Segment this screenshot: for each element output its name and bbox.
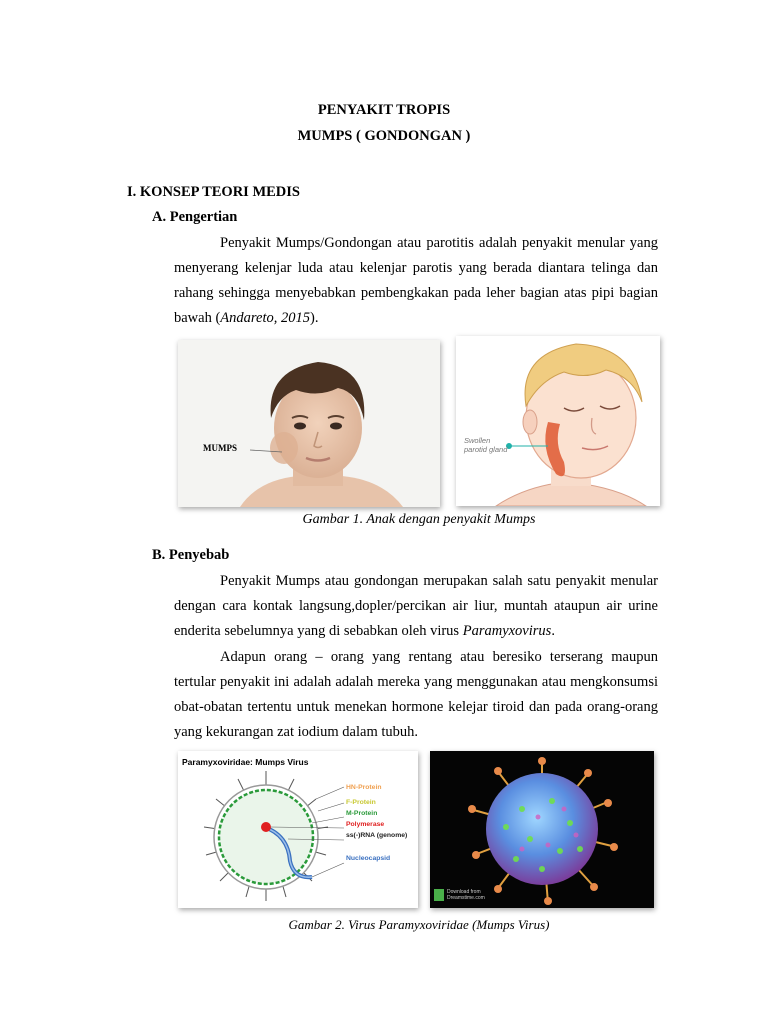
paragraph-penyebab-1-text: Penyakit Mumps atau gondongan merupakan salah satu penyakit menular dengan cara kontak langsung,dopler/percikan air liur, muntah ataupun air urine enderita sebelumnya yang di sebabkan oleh virus: [174, 573, 658, 639]
watermark-text: Download from Dreamstime.com: [447, 889, 485, 901]
figure-virus-diagram: [178, 751, 418, 908]
citation: Andareto, 2015: [220, 310, 310, 326]
parotid-illustration-image: [456, 336, 660, 506]
paragraph-pengertian-text: Penyakit Mumps/Gondongan atau parotitis adalah penyakit menular yang menyerang kelenjar luda atau kelenjar parotis yang berada diantara telinga dan rahang sehingga menyebabkan pembengkakan pada leher bagian atas pipi bagian bawah (: [174, 235, 658, 326]
figure-boy-mumps-photo: [178, 340, 440, 507]
figure-2-caption: Gambar 2. Virus Paramyxoviridae (Mumps Virus): [288, 917, 550, 932]
parotid-label-line2: parotid gland: [464, 445, 508, 454]
figure-1-caption: Gambar 1. Anak dengan penyakit Mumps: [302, 512, 536, 527]
section-heading-1: I. KONSEP TEORI MEDIS: [127, 184, 300, 200]
paragraph-penyebab-2: Adapun orang – orang yang rentang atau beresiko terserang maupun tertular penyakit ini adalah adalah mereka yang menggunakan atau mengkonsumsi obat-obatan tertentu untuk menekan hormone kelejar tiroid dan pada orang-orang yang kekurangan zat iodium dalam tubuh.: [174, 649, 658, 740]
doc-subtitle: MUMPS ( GONDONGAN ): [297, 128, 471, 144]
paragraph-pengertian-end: ).: [309, 310, 319, 326]
subheading-pengertian: A. Pengertian: [152, 209, 238, 225]
paragraph-penyebab-1-end: .: [551, 623, 555, 639]
diagram-label-list: [346, 782, 407, 864]
mumps-label: MUMPS: [203, 443, 237, 453]
diagram-title: Paramyxoviridae: Mumps Virus: [182, 757, 309, 767]
doc-title: PENYAKIT TROPIS: [317, 102, 451, 118]
label-nucleocapsid: Nucleocapsid: [346, 855, 391, 862]
figure-virus-render: [430, 751, 654, 908]
paragraph-pengertian: [174, 231, 658, 331]
label-f-protein: F-Protein: [346, 799, 376, 806]
figure-parotid-illustration: [456, 336, 660, 506]
parotid-label-line1: Swollen: [464, 436, 491, 445]
label-hn-protein: HN-Protein: [346, 784, 382, 791]
boy-photo-image: [178, 340, 440, 507]
label-ss-rna: ss(-)RNA (genome): [346, 832, 408, 839]
label-polymerase: Polymerase: [346, 821, 385, 828]
paragraph-penyebab-1: [174, 569, 658, 644]
virus-name: Paramyxovirus: [462, 623, 552, 639]
label-m-protein: M-Protein: [346, 810, 378, 817]
subheading-penyebab: B. Penyebab: [152, 547, 230, 563]
virus-render-image: [430, 751, 654, 908]
parotid-label: [464, 436, 507, 454]
